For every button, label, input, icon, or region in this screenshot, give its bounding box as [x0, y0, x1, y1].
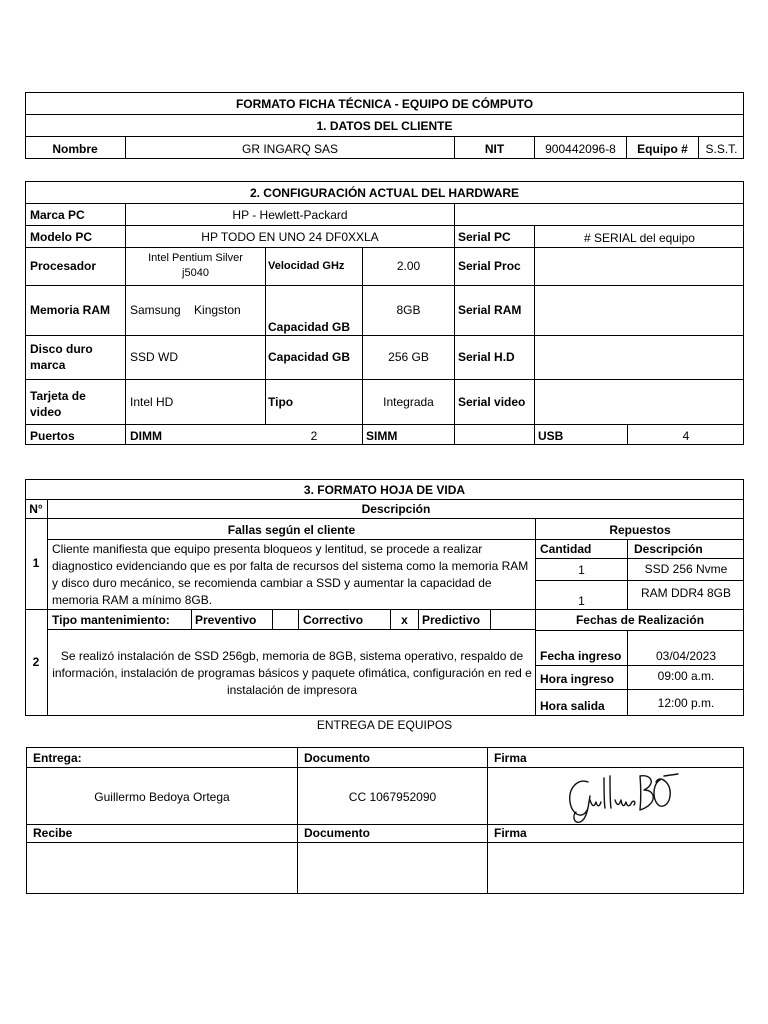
entrega-documento: CC 1067952090: [348, 790, 437, 804]
fecha-ingreso-label: Fecha ingreso: [540, 649, 622, 663]
ram-capacidad-label: Capacidad GB: [268, 320, 351, 334]
repuesto-descripcion-header: Descripción: [634, 542, 703, 556]
entrega-title: ENTREGA DE EQUIPOS: [316, 718, 453, 732]
marca-value: HP - Hewlett-Packard: [232, 208, 348, 222]
disco-label-line2: marca: [30, 358, 66, 372]
section-1-title: 1. DATOS DEL CLIENTE: [316, 119, 453, 133]
fallas-header: Fallas según el cliente: [227, 523, 356, 537]
predictivo-label: Predictivo: [422, 613, 481, 627]
firma-label: Firma: [494, 751, 527, 765]
dimm-label: DIMM: [130, 429, 162, 443]
disco-capacidad-value: 256 GB: [388, 350, 429, 364]
tipo-label: Tipo: [268, 395, 294, 409]
modelo-value: HP TODO EN UNO 24 DF0XXLA: [201, 230, 379, 244]
firma-label-2: Firma: [494, 826, 527, 840]
hora-ingreso-value: 09:00 a.m.: [657, 669, 715, 683]
disco-capacidad-label: Capacidad GB: [268, 350, 351, 364]
serial-proc-label: Serial Proc: [458, 259, 521, 273]
repuesto-2-cantidad: 1: [578, 594, 585, 608]
repuesto-2-descripcion: RAM DDR4 8GB: [640, 586, 732, 600]
nombre-value: GR INGARQ SAS: [241, 142, 339, 156]
serial-pc-label: Serial PC: [458, 230, 511, 244]
velocidad-value: 2.00: [396, 259, 421, 273]
hora-ingreso-label: Hora ingreso: [540, 672, 615, 686]
row-1-description: Cliente manifiesta que equipo presenta bloqueos y lentitud, se procede a realizar diagnostico evidenciando que es por falta de recursos del sistema como la memoria RAM y disco duro mecánico, se recomienda cambiar a SSD y aumentar la capacidad de memoria RAM a mínimo 8GB.: [52, 542, 529, 607]
hora-salida-value: 12:00 p.m.: [657, 696, 715, 710]
repuesto-1-descripcion: SSD 256 Nvme: [644, 562, 728, 576]
serial-pc-value: # SERIAL del equipo: [584, 231, 695, 245]
fechas-header: Fechas de Realización: [575, 613, 705, 627]
equipo-value: S.S.T.: [705, 142, 738, 156]
serial-ram-label: Serial RAM: [458, 303, 522, 317]
row-2-number: 2: [32, 655, 40, 669]
hora-salida-label: Hora salida: [540, 699, 605, 713]
entrega-name: Guillermo Bedoya Ortega: [94, 790, 230, 804]
disco-value: SSD WD: [130, 350, 178, 364]
entrega-label: Entrega:: [33, 751, 82, 765]
disco-label-line1: Disco duro: [30, 342, 93, 356]
nit-label: NIT: [484, 142, 505, 156]
modelo-label: Modelo PC: [30, 230, 92, 244]
correctivo-label: Correctivo: [303, 613, 364, 627]
tipo-value: Integrada: [383, 395, 434, 409]
usb-value: 4: [682, 429, 690, 443]
simm-label: SIMM: [366, 429, 398, 443]
procesador-value-line1: Intel Pentium Silver: [148, 252, 243, 264]
row-1-number: 1: [32, 556, 40, 570]
documento-label: Documento: [304, 751, 370, 765]
serial-hd-label: Serial H.D: [458, 350, 515, 364]
ram-capacidad-value: 8GB: [396, 303, 421, 317]
video-value: Intel HD: [130, 395, 174, 409]
descripcion-header: Descripción: [361, 502, 431, 516]
row-2-description: Se realizó instalación de SSD 256gb, memoria de 8GB, sistema operativo, respaldo de información, instalación de programas básicos y paquete ofimática, configuración en red e instalación de impresora: [52, 649, 532, 697]
preventivo-label: Preventivo: [195, 613, 257, 627]
form-title: FORMATO FICHA TÉCNICA - EQUIPO DE CÓMPUTO: [235, 97, 534, 111]
nombre-label: Nombre: [52, 142, 98, 156]
nit-value: 900442096-8: [545, 142, 616, 156]
procesador-label: Procesador: [30, 259, 97, 273]
correctivo-mark: x: [401, 613, 408, 627]
puertos-label: Puertos: [30, 429, 75, 443]
fecha-ingreso-value: 03/04/2023: [655, 649, 717, 663]
velocidad-label: Velocidad GHz: [268, 260, 345, 272]
memoria-ram-label: Memoria RAM: [30, 303, 111, 317]
procesador-value-line2: j5040: [182, 267, 209, 279]
memoria-ram-value: Samsung Kingston: [130, 303, 241, 317]
recibe-label: Recibe: [33, 826, 73, 840]
serial-video-label: Serial video: [458, 395, 526, 409]
video-label-line2: video: [30, 405, 62, 419]
dimm-value: 2: [310, 429, 318, 443]
signature-image: [560, 770, 685, 825]
documento-label-2: Documento: [304, 826, 370, 840]
tipo-mantenimiento-label: Tipo mantenimiento:: [52, 613, 170, 627]
cantidad-header: Cantidad: [540, 542, 592, 556]
marca-label: Marca PC: [30, 208, 85, 222]
repuesto-1-cantidad: 1: [578, 563, 585, 577]
section-3-title: 3. FORMATO HOJA DE VIDA: [303, 483, 466, 497]
equipo-label: Equipo #: [637, 142, 688, 156]
numero-header: N°: [29, 502, 43, 516]
section-2-title: 2. CONFIGURACIÓN ACTUAL DEL HARDWARE: [249, 186, 520, 200]
video-label-line1: Tarjeta de: [30, 389, 86, 403]
usb-label: USB: [538, 429, 564, 443]
repuestos-header: Repuestos: [609, 523, 671, 537]
